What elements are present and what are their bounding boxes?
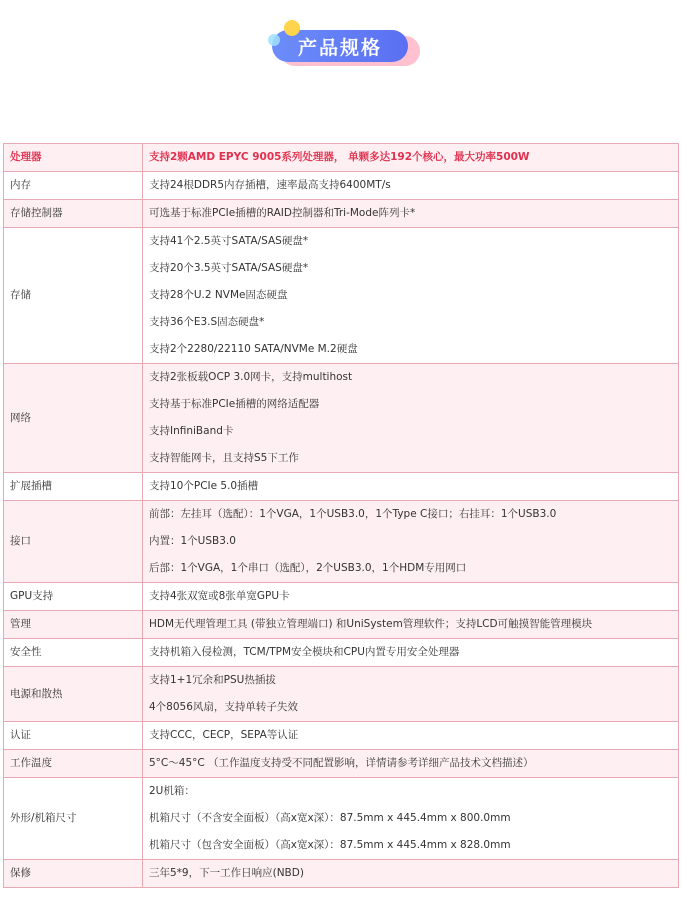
section-title-badge (264, 16, 422, 68)
spec-value-line: 支持24根DDR5内存插槽，速率最高支持6400MT/s (149, 179, 391, 191)
spec-key: 处理器 (4, 144, 143, 172)
spec-value-line: 支持20个3.5英寸SATA/SAS硬盘* (149, 262, 309, 274)
spec-value-line: 支持36个E3.S固态硬盘* (149, 316, 265, 328)
spec-value-line: 支持CCC，CECP，SEPA等认证 (149, 729, 299, 741)
spec-key: 内存 (4, 172, 143, 200)
spec-value-line: 支持2个2280/22110 SATA/NVMe M.2硬盘 (149, 343, 358, 355)
spec-value-line: 支持28个U.2 NVMe固态硬盘 (149, 289, 288, 301)
spec-row (4, 583, 679, 611)
spec-value-line: HDM无代理管理工具 (带独立管理端口) 和UniSystem管理软件；支持LCD可触摸智能管理模块 (149, 618, 593, 630)
spec-value-cell (143, 473, 679, 501)
spec-row (4, 364, 679, 473)
spec-row (4, 778, 679, 860)
decor-dot-yellow (284, 20, 300, 36)
spec-table (3, 143, 679, 888)
spec-value-line: 支持基于标准PCIe插槽的网络适配器 (149, 398, 320, 410)
spec-value-line: 三年5*9，下一工作日响应(NBD) (149, 867, 304, 879)
spec-key: 网络 (4, 364, 143, 473)
spec-value-cell (143, 228, 679, 364)
spec-value-line: 支持41个2.5英寸SATA/SAS硬盘* (149, 235, 309, 247)
spec-row (4, 611, 679, 639)
spec-key: 安全性 (4, 639, 143, 667)
spec-value-line: 支持2颗AMD EPYC 9005系列处理器， 单颗多达192个核心，最大功率500W (149, 151, 530, 163)
spec-key: 管理 (4, 611, 143, 639)
spec-value-line: 支持10个PCIe 5.0插槽 (149, 480, 259, 492)
spec-key: 电源和散热 (4, 667, 143, 722)
spec-value-cell (143, 501, 679, 583)
spec-value-line: 4个8056风扇，支持单转子失效 (149, 701, 298, 713)
spec-value-cell (143, 860, 679, 888)
spec-value-line: 5°C～45°C （工作温度支持受不同配置影响，详情请参考详细产品技术文档描述） (149, 757, 534, 769)
spec-key: 保修 (4, 860, 143, 888)
spec-value-line: 可选基于标准PCIe插槽的RAID控制器和Tri-Mode阵列卡* (149, 207, 416, 219)
spec-key: 工作温度 (4, 750, 143, 778)
spec-value-line: 支持1+1冗余和PSU热插拔 (149, 674, 276, 686)
spec-value-cell (143, 750, 679, 778)
spec-row (4, 667, 679, 722)
spec-row (4, 750, 679, 778)
spec-row (4, 722, 679, 750)
spec-value-cell (143, 172, 679, 200)
spec-table-body (4, 144, 679, 888)
spec-value-line: 前部：左挂耳（选配）：1个VGA，1个USB3.0，1个Type C接口；右挂耳：1个USB3.0 (149, 508, 557, 520)
spec-row (4, 501, 679, 583)
spec-value-cell (143, 667, 679, 722)
spec-row (4, 639, 679, 667)
spec-key: 存储 (4, 228, 143, 364)
spec-row (4, 228, 679, 364)
spec-row (4, 172, 679, 200)
spec-row (4, 200, 679, 228)
spec-row (4, 473, 679, 501)
spec-value-cell (143, 778, 679, 860)
spec-value-cell (143, 639, 679, 667)
spec-value-line: 支持2张板载OCP 3.0网卡，支持multihost (149, 371, 353, 383)
spec-value-cell (143, 364, 679, 473)
spec-value-line: 支持机箱入侵检测，TCM/TPM安全模块和CPU内置专用安全处理器 (149, 646, 460, 658)
spec-value-line: 支持InfiniBand卡 (149, 425, 234, 437)
spec-value-line: 支持智能网卡，且支持S5下工作 (149, 452, 299, 464)
spec-key: 扩展插槽 (4, 473, 143, 501)
spec-value-cell (143, 583, 679, 611)
spec-value-line: 机箱尺寸（包含安全面板）（高x宽x深）：87.5mm x 445.4mm x 828.0mm (149, 839, 511, 851)
spec-key: 存储控制器 (4, 200, 143, 228)
spec-value-line: 支持4张双宽或8张单宽GPU卡 (149, 590, 290, 602)
spec-row (4, 860, 679, 888)
spec-value-line: 内置：1个USB3.0 (149, 535, 236, 547)
decor-dot-blue (268, 34, 280, 46)
spec-value-line: 后部：1个VGA，1个串口（选配），2个USB3.0，1个HDM专用网口 (149, 562, 467, 574)
spec-value-cell (143, 144, 679, 172)
spec-value-cell (143, 200, 679, 228)
spec-key: 外形/机箱尺寸 (4, 778, 143, 860)
spec-value-line: 2U机箱： (149, 785, 195, 797)
spec-value-cell (143, 611, 679, 639)
spec-key: GPU支持 (4, 583, 143, 611)
spec-row (4, 144, 679, 172)
section-title: 产品规格 (272, 30, 408, 62)
spec-key: 认证 (4, 722, 143, 750)
spec-value-line: 机箱尺寸（不含安全面板）（高x宽x深）：87.5mm x 445.4mm x 800.0mm (149, 812, 511, 824)
spec-value-cell (143, 722, 679, 750)
spec-key: 接口 (4, 501, 143, 583)
